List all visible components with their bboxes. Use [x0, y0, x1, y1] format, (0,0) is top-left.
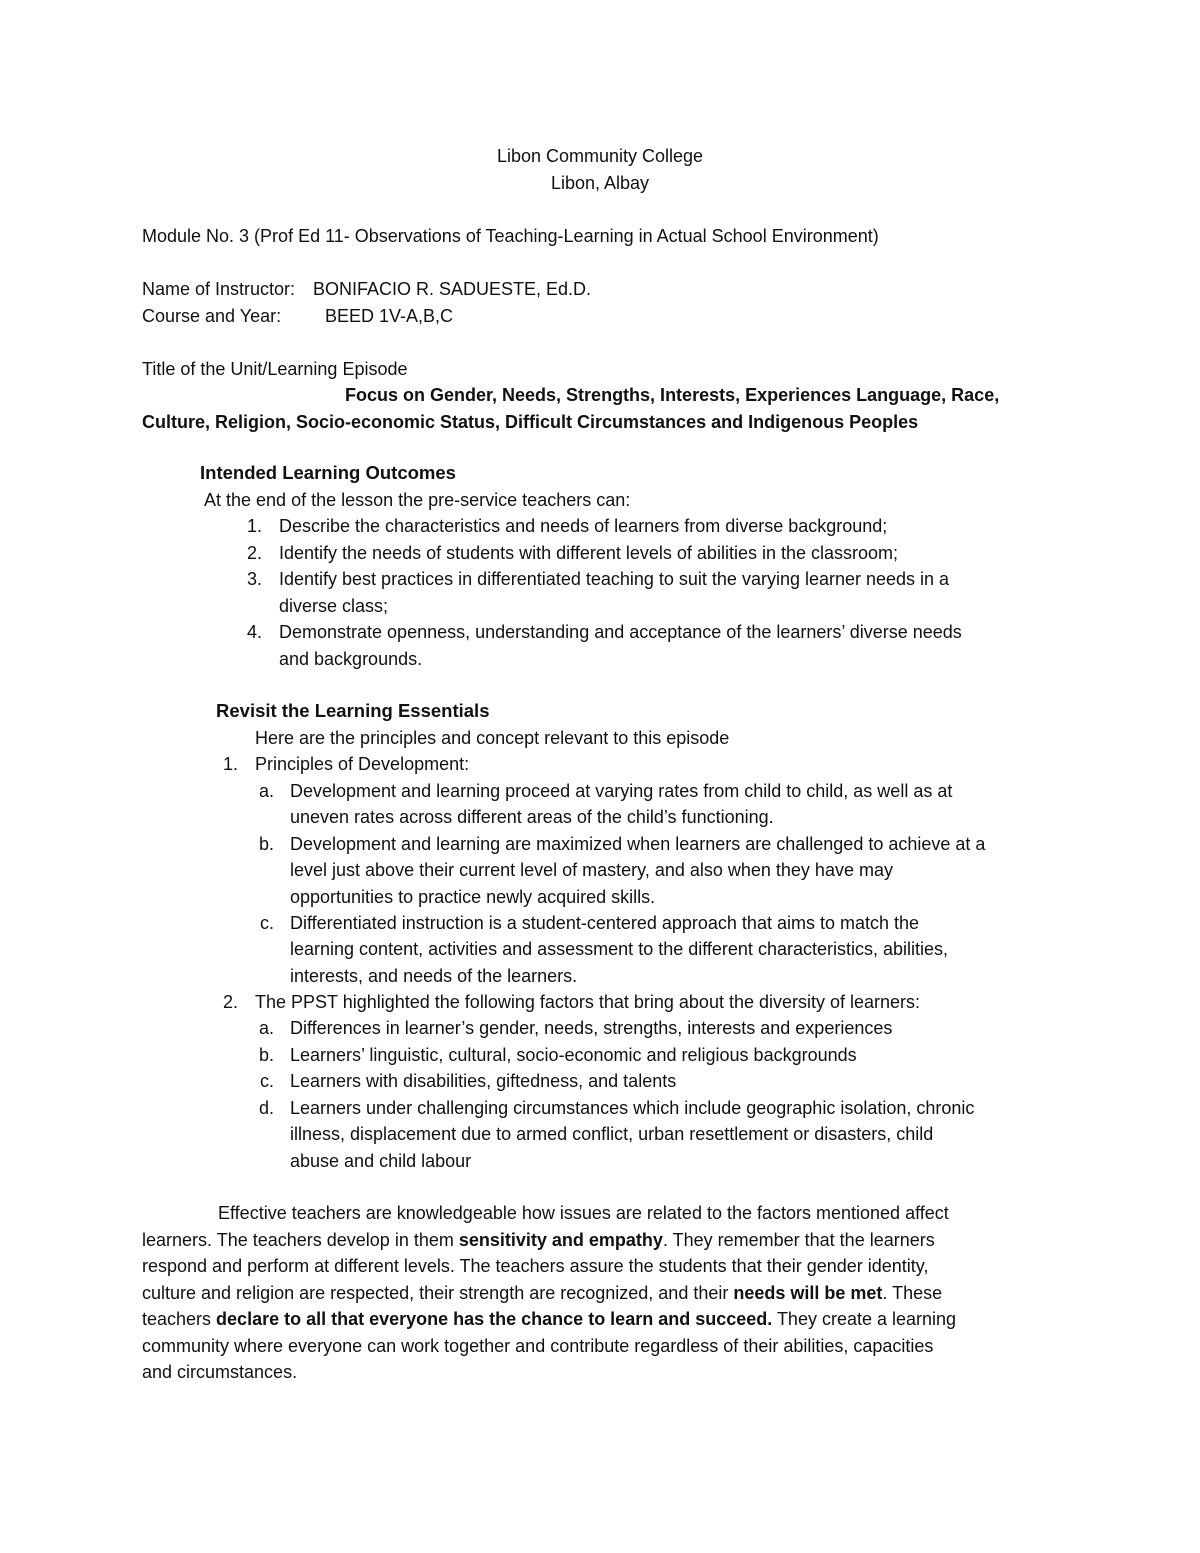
emphasis-text: sensitivity and empathy [458, 1230, 663, 1250]
outcome-item-continued: and backgrounds. [279, 649, 423, 669]
essentials-intro: Here are the principles and concept relevant to this episode [255, 728, 730, 748]
paragraph-line [142, 1227, 935, 1254]
sub-item-letter: c. [259, 1071, 274, 1091]
outcome-item: Demonstrate openness, understanding and acceptance of the learners’ diverse needs [279, 622, 962, 642]
unit-title-label: Title of the Unit/Learning Episode [142, 359, 408, 379]
outcome-number: 1. [246, 516, 262, 536]
sub-item-text-continued: opportunities to practice newly acquired skills. [290, 887, 656, 907]
outcome-item: Identify the needs of students with different levels of abilities in the classroom; [279, 543, 899, 563]
sub-item-letter: a. [258, 781, 274, 801]
outcome-number: 4. [246, 622, 262, 642]
focus-line-2: Culture, Religion, Socio-economic Status, Difficult Circumstances and Indigenous Peoples [142, 411, 919, 432]
essential-label: The PPST highlighted the following factors that bring about the diversity of learners: [255, 992, 921, 1012]
outcomes-heading: Intended Learning Outcomes [200, 462, 456, 483]
sub-item-text: Development and learning are maximized when learners are challenged to achieve at a [290, 834, 986, 854]
course-label: Course and Year: [142, 306, 282, 326]
paragraph-text: . These [882, 1283, 943, 1303]
essential-number: 1. [222, 754, 238, 774]
college-location: Libon, Albay [550, 173, 650, 193]
paragraph-line [142, 1280, 942, 1307]
course-value: BEED 1V-A,B,C [325, 306, 454, 326]
outcome-number: 3. [246, 569, 262, 589]
outcome-item: Describe the characteristics and needs of learners from diverse background; [279, 516, 888, 536]
paragraph-line [142, 1306, 956, 1333]
paragraph-text: teachers [142, 1309, 217, 1329]
sub-item-text: Development and learning proceed at varying rates from child to child, as well as at [290, 781, 953, 801]
sub-item-text-continued: uneven rates across different areas of the child’s functioning. [290, 807, 774, 827]
emphasis-text: declare to all that everyone has the chance to learn and succeed. [216, 1309, 773, 1329]
sub-item-text: Learners’ linguistic, cultural, socio-economic and religious backgrounds [290, 1045, 857, 1065]
paragraph-line: and circumstances. [142, 1362, 298, 1382]
paragraph-text: They create a learning [772, 1309, 957, 1329]
instructor-name: BONIFACIO R. SADUESTE, Ed.D. [313, 279, 592, 299]
sub-item-letter: b. [258, 1045, 274, 1065]
sub-item-text-continued: interests, and needs of the learners. [290, 966, 578, 986]
outcome-item: Identify best practices in differentiated teaching to suit the varying learner needs in a [279, 569, 950, 589]
paragraph-text: . They remember that the learners [662, 1230, 935, 1250]
paragraph-text: culture and religion are respected, their strength are recognized, and their [142, 1283, 734, 1303]
emphasis-text: needs will be met [733, 1283, 883, 1303]
sub-item-text-continued: level just above their current level of mastery, and also when they have may [290, 860, 893, 880]
module-title: Module No. 3 (Prof Ed 11- Observations of Teaching-Learning in Actual School Environment) [142, 226, 879, 246]
paragraph-line: Effective teachers are knowledgeable how issues are related to the factors mentioned affect [218, 1203, 949, 1223]
outcome-item-continued: diverse class; [279, 596, 389, 616]
sub-item-text-continued: abuse and child labour [290, 1151, 472, 1171]
sub-item-text: Differences in learner’s gender, needs, strengths, interests and experiences [290, 1018, 893, 1038]
focus-line-1: Focus on Gender, Needs, Strengths, Interests, Experiences Language, Race, [345, 385, 1000, 405]
essentials-heading: Revisit the Learning Essentials [216, 700, 490, 721]
essential-number: 2. [222, 992, 238, 1012]
outcomes-intro: At the end of the lesson the pre-service teachers can: [204, 490, 631, 510]
sub-item-text: Learners under challenging circumstances which include geographic isolation, chronic [290, 1098, 975, 1118]
paragraph-line: community where everyone can work together and contribute regardless of their abilities, capacities [142, 1336, 934, 1356]
sub-item-letter: a. [258, 1018, 274, 1038]
episode-focus-title [142, 382, 1062, 435]
sub-item-letter: c. [259, 913, 274, 933]
instructor-label: Name of Instructor: [142, 279, 296, 299]
essential-label: Principles of Development: [255, 754, 470, 774]
sub-item-text-continued: illness, displacement due to armed conflict, urban resettlement or disasters, child [290, 1124, 934, 1144]
sub-item-text: Differentiated instruction is a student-centered approach that aims to match the [290, 913, 920, 933]
sub-item-text: Learners with disabilities, giftedness, and talents [290, 1071, 677, 1091]
outcome-number: 2. [246, 543, 262, 563]
sub-item-letter: d. [258, 1098, 274, 1118]
paragraph-text: learners. The teachers develop in them [142, 1230, 459, 1250]
college-name: Libon Community College [496, 146, 704, 166]
sub-item-letter: b. [258, 834, 274, 854]
sub-item-text-continued: learning content, activities and assessment to the different characteristics, abilities, [290, 939, 949, 959]
paragraph-line: respond and perform at different levels. The teachers assure the students that their gender identity, [142, 1256, 929, 1276]
